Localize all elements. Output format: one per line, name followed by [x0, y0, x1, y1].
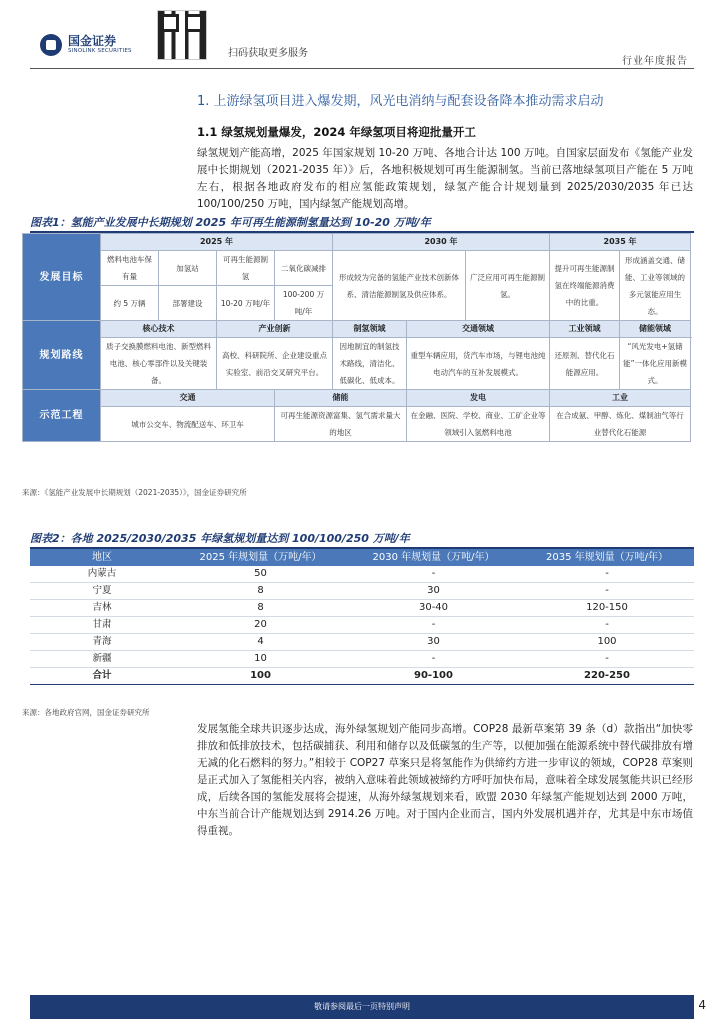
demo-head-power: 发电: [407, 390, 550, 407]
goal-value-co2: 100-200 万吨/年: [275, 286, 333, 321]
value-2035: -: [520, 583, 694, 600]
value-2030: -: [347, 651, 520, 668]
value-2035: -: [520, 617, 694, 634]
table-row: [30, 617, 694, 634]
total-2030: 90-100: [347, 668, 520, 685]
paragraph-1: 绿氢规划产能高增，2025 年国家规划 10-20 万吨、各地合计达 100 万吨。自国家层面发布《氢能产业发展中长期规划（2021-2035 年）》后，各地积极规划可再生能源制氢。当前已落地绿氢项目产能在 5 万吨左右，根据各地政府发布的相应氢能政策规划，绿氢产能合计规划量到 2025/2030/2035 年已达 100/100/250 万吨，国内绿氢产能规划高增。: [197, 147, 693, 210]
page-number: 4: [698, 998, 706, 1012]
demo-storage: 可再生能源资源富集、氢气需求量大的地区: [275, 407, 407, 442]
value-2025: 10: [174, 651, 347, 668]
sub-section-title: 1.1 绿氢规划量爆发，2024 年绿氢项目将迎批量开工: [197, 125, 476, 139]
value-2035: -: [520, 566, 694, 583]
header-divider: [30, 68, 694, 69]
col-head-2035: 2035 年规划量（万吨/年）: [520, 549, 694, 566]
section-title: 1. 上游绿氢项目进入爆发期，风光电消纳与配套设备降本推动需求启动: [197, 94, 604, 109]
value-2035: -: [520, 651, 694, 668]
logo-mark-icon: [40, 34, 62, 56]
value-2030: 30-40: [347, 600, 520, 617]
footer-notice: 敬请参阅最后一页特别声明: [314, 1002, 410, 1011]
regional-plan-table: [30, 549, 694, 685]
route-head-transport: 交通领域: [407, 321, 550, 338]
value-2025: 4: [174, 634, 347, 651]
route-head-storage: 储能领域: [620, 321, 691, 338]
total-2025: 100: [174, 668, 347, 685]
figure-1-source: 来源：《氢能产业发展中长期规划（2021-2035）》，国金证券研究所: [22, 488, 247, 497]
demo-power: 在金融、医院、学校、商业、工矿企业等领域引入氢燃料电池: [407, 407, 550, 442]
goal-label-station: 加氢站: [159, 251, 217, 286]
region-cell: 宁夏: [30, 583, 174, 600]
route-head-innovation: 产业创新: [217, 321, 333, 338]
region-cell: 内蒙古: [30, 566, 174, 583]
route-core-tech: 质子交换膜燃料电池、新型燃料电池、核心零部件以及关键装备。: [101, 338, 217, 390]
value-2030: 30: [347, 583, 520, 600]
value-2025: 20: [174, 617, 347, 634]
total-2035: 220-250: [520, 668, 694, 685]
demo-transport: 城市公交车、物流配送车、环卫车: [101, 407, 275, 442]
total-row: [30, 668, 694, 685]
page-header: [0, 0, 724, 70]
value-2030: -: [347, 566, 520, 583]
figure-2-title: 图表2：各地 2025/2030/2035 年绿氢规划量达到 100/100/250 万吨/年: [30, 532, 410, 545]
col-head-2025: 2025 年规划量（万吨/年）: [174, 549, 347, 566]
col-head-2030: 2030 年规划量（万吨/年）: [347, 549, 520, 566]
demo-head-storage: 储能: [275, 390, 407, 407]
region-cell: 甘肃: [30, 617, 174, 634]
region-cell: 吉林: [30, 600, 174, 617]
goal-value-station: 部署建设: [159, 286, 217, 321]
route-industry: 还原剂、替代化石能源应用。: [550, 338, 620, 390]
year-head-2035: 2035 年: [550, 234, 691, 251]
table-row: [30, 566, 694, 583]
hydrogen-plan-table: [22, 233, 691, 442]
goal-2030-b: 广泛应用可再生能源制氢。: [466, 251, 550, 321]
qr-caption: 扫码获取更多服务: [228, 48, 308, 59]
paragraph-2: 发展氢能全球共识逐步达成，海外绿氢规划产能同步高增。COP28 最新草案第 39 条（d）款指出“加快零排放和低排放技术，包括碳捕获、利用和储存以及低碳氢的生产等，以便加强在能源系统中替代碳排放有增无减的化石燃料的努力。”相较于 COP27 草案只是将氢能作为供缔约方进一步审议的领域，COP28 草案则是正式加入了氢能相关内容，被纳入意味着此领域被缔约方呼吁加快布局，意味着全球发展氢能共识已经形成，后续各国的氢能发展将会提速，从海外绿氢规划来看，欧盟 2030 年绿氢产能规划达到 2000 万吨，中东当前合计产能规划达到 2914.26 万吨。对于国内企业而言，国内外发展机遇并存，尤其是中东市场值得重视。: [197, 723, 693, 837]
year-head-2030: 2030 年: [333, 234, 550, 251]
goal-2035-a: 提升可再生能源制氢在终端能源消费中的比重。: [550, 251, 620, 321]
qr-code-icon: [157, 10, 207, 60]
company-logo: [40, 34, 132, 56]
value-2030: -: [347, 617, 520, 634]
goal-label-fcv: 燃料电池车保有量: [101, 251, 159, 286]
goal-2035-b: 形成涵盖交通、储能、工业等领域的多元氢能应用生态。: [620, 251, 691, 321]
value-2035: 120-150: [520, 600, 694, 617]
table-row: [30, 583, 694, 600]
table-row: [30, 651, 694, 668]
total-label: 合计: [30, 668, 174, 685]
col-head-region: 地区: [30, 549, 174, 566]
row-head-goal: 发展目标: [23, 234, 101, 321]
route-head-core-tech: 核心技术: [101, 321, 217, 338]
region-cell: 新疆: [30, 651, 174, 668]
goal-label-co2: 二氧化碳减排: [275, 251, 333, 286]
route-transport: 重型车辆应用，货汽车市场，与锂电池纯电动汽车的互补发展模式。: [407, 338, 550, 390]
route-head-production: 制氢领域: [333, 321, 407, 338]
goal-value-fcv: 约 5 万辆: [101, 286, 159, 321]
value-2035: 100: [520, 634, 694, 651]
demo-head-industry: 工业: [550, 390, 691, 407]
region-cell: 青海: [30, 634, 174, 651]
document-type: 行业年度报告: [622, 56, 688, 67]
figure-2-source: 来源：各地政府官网，国金证券研究所: [22, 708, 150, 717]
route-production: 因地制宜的制氢技术路线，清洁化、低碳化、低成本。: [333, 338, 407, 390]
figure-1-title: 图表1：氢能产业发展中长期规划 2025 年可再生能源制氢量达到 10-20 万吨/年: [30, 216, 431, 229]
goal-2030-a: 形成较为完备的氢能产业技术创新体系、清洁能源制氢及供应体系。: [333, 251, 466, 321]
table-row: [30, 634, 694, 651]
route-head-industry: 工业领域: [550, 321, 620, 338]
value-2030: 30: [347, 634, 520, 651]
table-row: [30, 600, 694, 617]
goal-label-renewable-h2: 可再生能源制氢: [217, 251, 275, 286]
logo-en: SINOLINK SECURITIES: [68, 48, 132, 54]
year-head-2025: 2025 年: [101, 234, 333, 251]
route-storage: “风光发电+氢储能”一体化应用新模式。: [620, 338, 691, 390]
demo-industry: 在合成氨、甲醇、炼化、煤制油气等行业替代化石能源: [550, 407, 691, 442]
route-innovation: 高校、科研院所、企业建设重点实验室、前沿交叉研究平台。: [217, 338, 333, 390]
logo-cn: 国金证券: [68, 34, 117, 48]
value-2025: 8: [174, 583, 347, 600]
row-head-demo: 示范工程: [23, 390, 101, 442]
value-2025: 8: [174, 600, 347, 617]
value-2025: 50: [174, 566, 347, 583]
footer-bar: [30, 995, 694, 1019]
row-head-route: 规划路线: [23, 321, 101, 390]
demo-head-transport: 交通: [101, 390, 275, 407]
goal-value-renewable-h2: 10-20 万吨/年: [217, 286, 275, 321]
